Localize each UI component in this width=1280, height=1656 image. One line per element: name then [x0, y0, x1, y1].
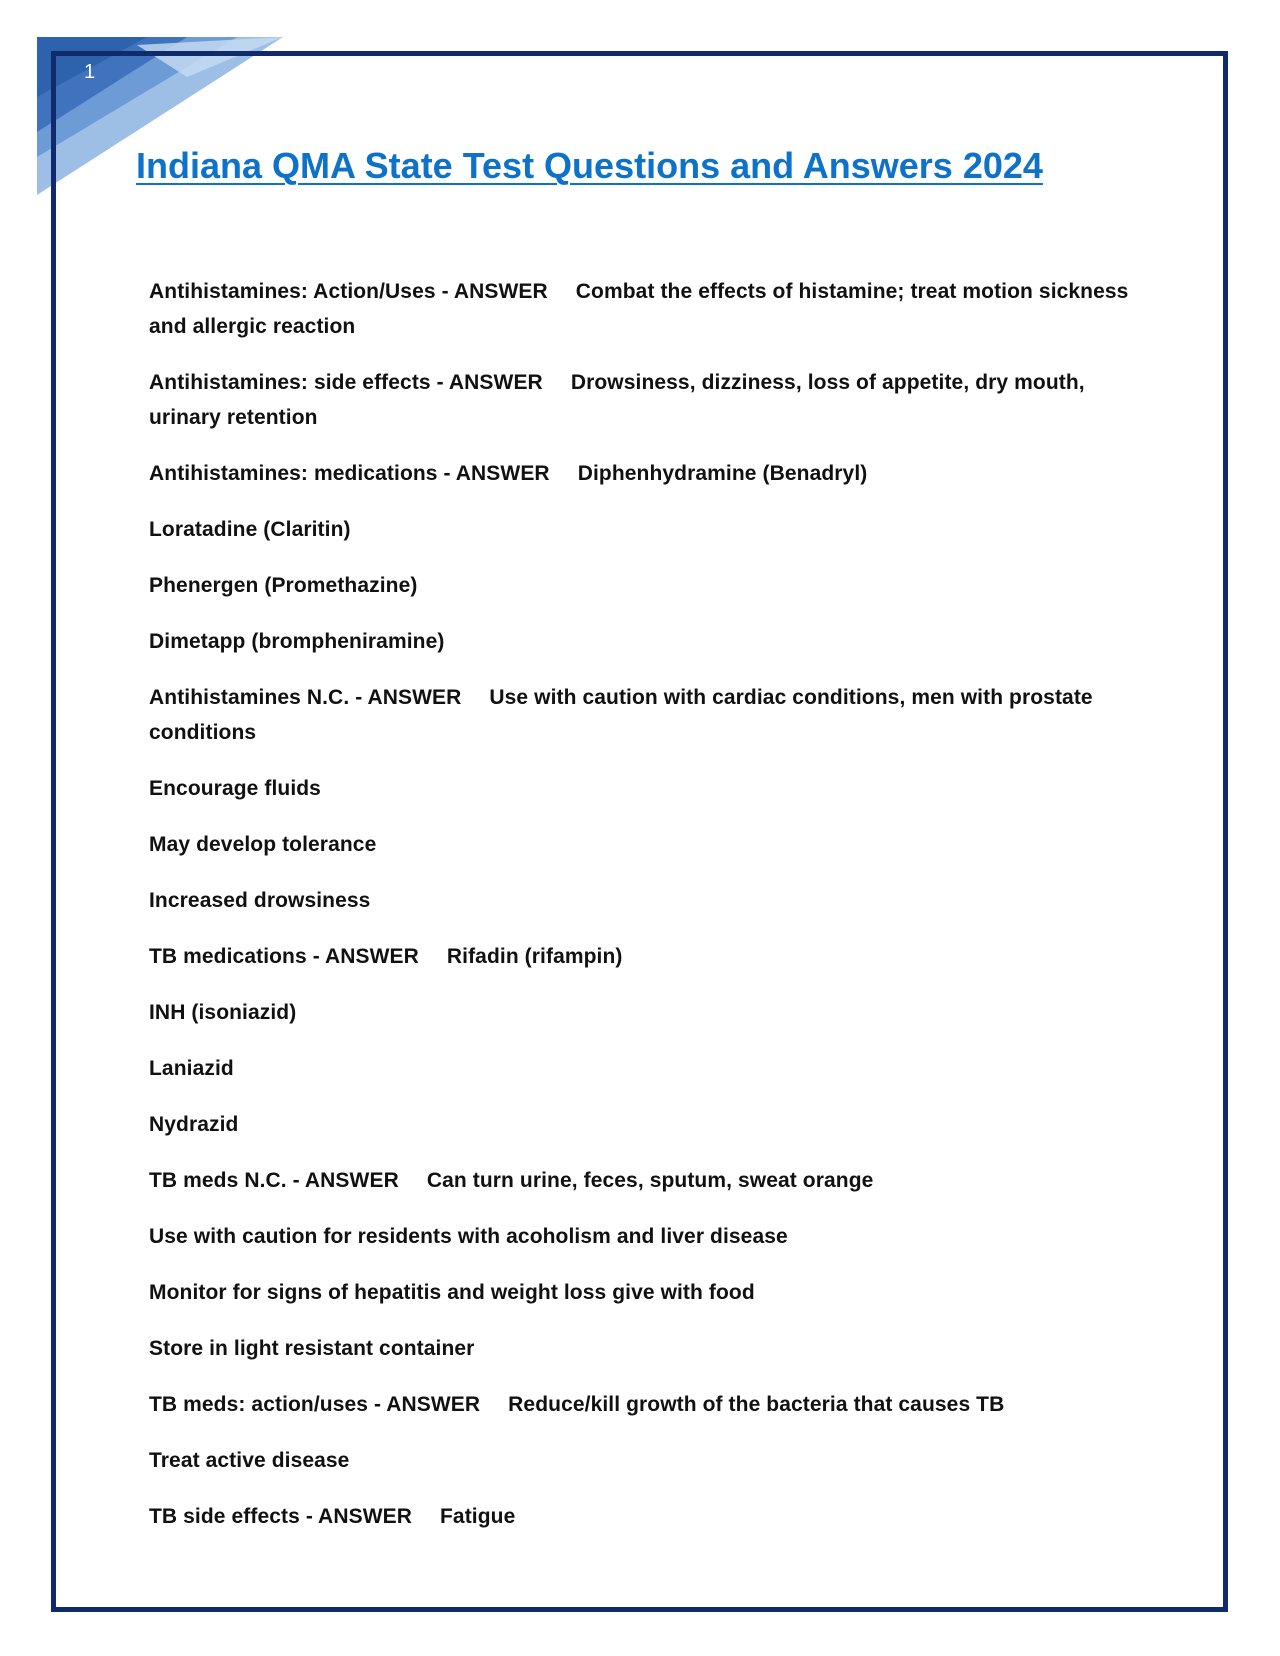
answer-text: Combat the effects of histamine; treat motion sickness and allergic reaction	[149, 280, 1129, 338]
answer-text: Treat active disease	[149, 1449, 350, 1472]
answer-text: Store in light resistant container	[149, 1337, 475, 1360]
qa-entry	[149, 827, 1139, 862]
answer-text: Can turn urine, feces, sputum, sweat orange	[426, 1169, 874, 1192]
qa-entry	[149, 512, 1139, 547]
qa-entry	[149, 624, 1139, 659]
qa-entry	[149, 1387, 1139, 1422]
qa-entry	[149, 1107, 1139, 1142]
qa-entry	[149, 1275, 1139, 1310]
answer-text: Loratadine (Claritin)	[149, 518, 351, 541]
answer-text: May develop tolerance	[149, 833, 377, 856]
question-text: Antihistamines N.C. - ANSWER	[149, 686, 462, 709]
answer-text: Monitor for signs of hepatitis and weight loss give with food	[149, 1281, 755, 1304]
answer-text: Laniazid	[149, 1057, 234, 1080]
answer-text: Rifadin (rifampin)	[446, 945, 623, 968]
answer-text: Dimetapp (brompheniramine)	[149, 630, 445, 653]
qa-entry	[149, 568, 1139, 603]
answer-text: Reduce/kill growth of the bacteria that causes TB	[508, 1393, 1005, 1416]
qa-entry	[149, 883, 1139, 918]
qa-entry	[149, 995, 1139, 1030]
answer-text: Phenergen (Promethazine)	[149, 574, 418, 597]
qa-entry	[149, 1499, 1139, 1534]
question-text: Antihistamines: side effects - ANSWER	[149, 371, 543, 394]
answer-text: Drowsiness, dizziness, loss of appetite, dry mouth, urinary retention	[149, 371, 1085, 429]
qa-entry	[149, 456, 1139, 491]
qa-entry	[149, 1219, 1139, 1254]
page-number: 1	[84, 61, 96, 83]
qa-entry	[149, 1331, 1139, 1366]
question-text: TB medications - ANSWER	[149, 945, 419, 968]
question-text: Antihistamines: Action/Uses - ANSWER	[149, 280, 548, 303]
answer-text: Diphenhydramine (Benadryl)	[577, 462, 868, 485]
qa-entry	[149, 274, 1139, 344]
qa-entry	[149, 1051, 1139, 1086]
answer-text: Encourage fluids	[149, 777, 321, 800]
page-title: Indiana QMA State Test Questions and Answers 2024	[136, 145, 1043, 186]
qa-list	[149, 274, 1139, 1555]
answer-text: Fatigue	[440, 1505, 516, 1528]
qa-entry	[149, 939, 1139, 974]
qa-entry	[149, 365, 1139, 435]
question-text: TB meds N.C. - ANSWER	[149, 1169, 399, 1192]
qa-entry	[149, 771, 1139, 806]
answer-text: INH (isoniazid)	[149, 1001, 297, 1024]
answer-text: Increased drowsiness	[149, 889, 371, 912]
answer-text: Nydrazid	[149, 1113, 239, 1136]
qa-entry	[149, 1163, 1139, 1198]
qa-entry	[149, 1443, 1139, 1478]
answer-text: Use with caution with cardiac conditions, men with prostate conditions	[149, 686, 1093, 744]
question-text: TB meds: action/uses - ANSWER	[149, 1393, 481, 1416]
question-text: TB side effects - ANSWER	[149, 1505, 412, 1528]
answer-text: Use with caution for residents with acoholism and liver disease	[149, 1225, 788, 1248]
question-text: Antihistamines: medications - ANSWER	[149, 462, 550, 485]
qa-entry	[149, 680, 1139, 750]
